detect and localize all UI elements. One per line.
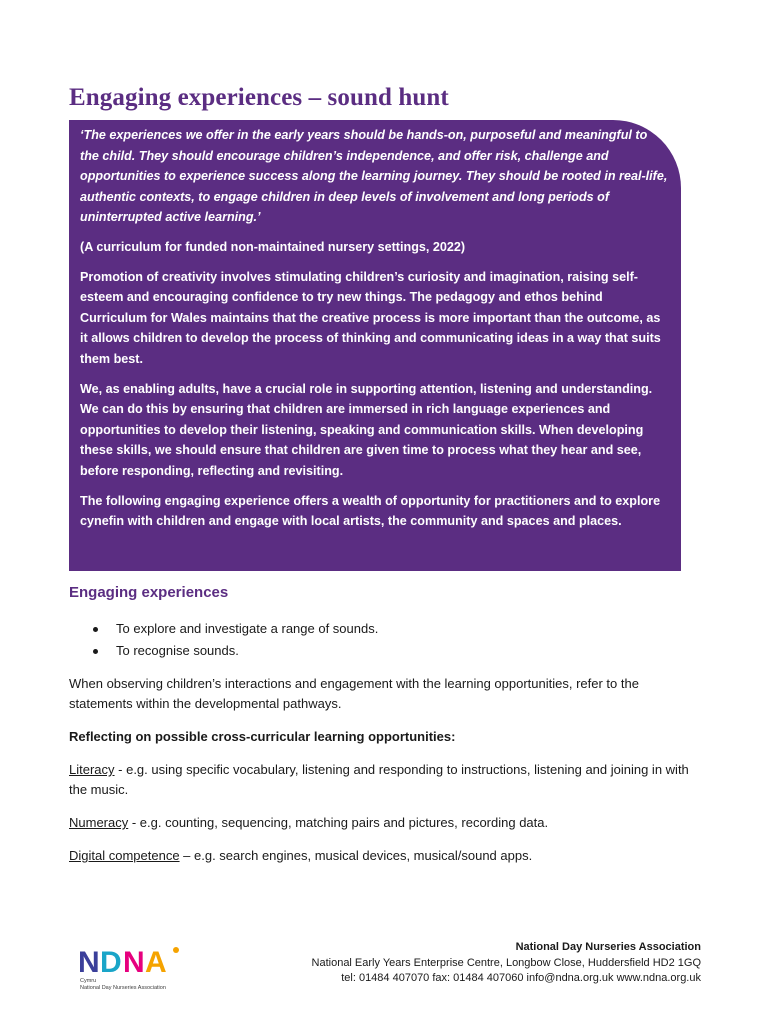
footer-contact: tel: 01484 407070 fax: 01484 407060 info@ndna.org.uk www.ndna.org.uk — [341, 972, 701, 984]
footer-address: National Early Years Enterprise Centre, Longbow Close, Huddersfield HD2 1GQ — [311, 956, 701, 969]
logo-sub-line-2: National Day Nurseries Association — [80, 984, 166, 991]
digital-paragraph — [69, 846, 689, 866]
intro-box — [69, 120, 681, 571]
intro-paragraph-creativity: Promotion of creativity involves stimulating children’s curiosity and imagination, raising self-esteem and encouraging confidence to try new things. The pedagogy and ethos behind Curriculum for Wales maintains that the creative process is more important than the outcome, as it allows children to develop the process of thinking and communicating ideas in a way that suits them best. — [80, 269, 661, 366]
logo-sub-line-1: Cymru — [80, 978, 97, 984]
digital-label: Digital competence — [69, 848, 180, 863]
page-title: Engaging experiences – sound hunt — [69, 84, 449, 111]
digital-text: – e.g. search engines, musical devices, musical/sound apps. — [179, 848, 533, 863]
bullet-icon — [93, 649, 98, 654]
list-item — [69, 619, 378, 639]
logo-dot-icon — [173, 947, 179, 953]
logo-subtitle — [80, 978, 166, 991]
bullet-icon — [93, 627, 98, 632]
reflecting-heading: Reflecting on possible cross-curricular learning opportunities: — [69, 729, 456, 744]
logo-letter-d: D — [100, 946, 122, 979]
section-heading: Engaging experiences — [69, 584, 229, 601]
literacy-text: - e.g. using specific vocabulary, listening and responding to instructions, listening and joining in with the music. — [69, 762, 689, 797]
intro-citation: (A curriculum for funded non-maintained nursery settings, 2022) — [80, 239, 466, 254]
logo-letter-n2: N — [123, 946, 145, 979]
objectives-list — [69, 619, 378, 662]
literacy-paragraph — [69, 760, 689, 799]
numeracy-label: Numeracy — [69, 815, 129, 830]
logo-letter-a: A — [145, 946, 167, 979]
intro-quote: ‘The experiences we offer in the early years should be hands-on, purposeful and meaningful to the child. They should encourage children’s independence, and offer risk, challenge and opportunities to experience success along the learning journey. They should be rooted in real-life, authentic contexts, to engage children in deep levels of involvement and long periods of uninterrupted active learning.’ — [80, 128, 668, 225]
list-item-text: To recognise sounds. — [116, 642, 239, 658]
footer-org-name: National Day Nurseries Association — [515, 941, 701, 953]
list-item — [69, 641, 378, 661]
numeracy-text: - e.g. counting, sequencing, matching pairs and pictures, recording data. — [128, 815, 549, 830]
observing-paragraph: When observing children’s interactions and engagement with the learning opportunities, refer to the statements within the developmental pathways. — [69, 676, 639, 711]
list-item-text: To explore and investigate a range of sounds. — [116, 621, 379, 636]
literacy-label: Literacy — [69, 762, 115, 777]
intro-paragraph-enabling-adults: We, as enabling adults, have a crucial role in supporting attention, listening and understanding. We can do this by ensuring that children are immersed in rich language experiences and opportunities to develop their listening, speaking and communication skills. When developing these skills, we should ensure that children are given time to process what they hear and see, before responding, reflecting and revisiting. — [80, 381, 653, 478]
footer — [312, 940, 701, 987]
intro-paragraph-engaging-experience: The following engaging experience offers a wealth of opportunity for practitioners and to explore cynefin with children and engage with local artists, the community and spaces and places. — [80, 493, 661, 529]
logo-letter-n1: N — [78, 946, 100, 979]
numeracy-paragraph — [69, 813, 689, 833]
